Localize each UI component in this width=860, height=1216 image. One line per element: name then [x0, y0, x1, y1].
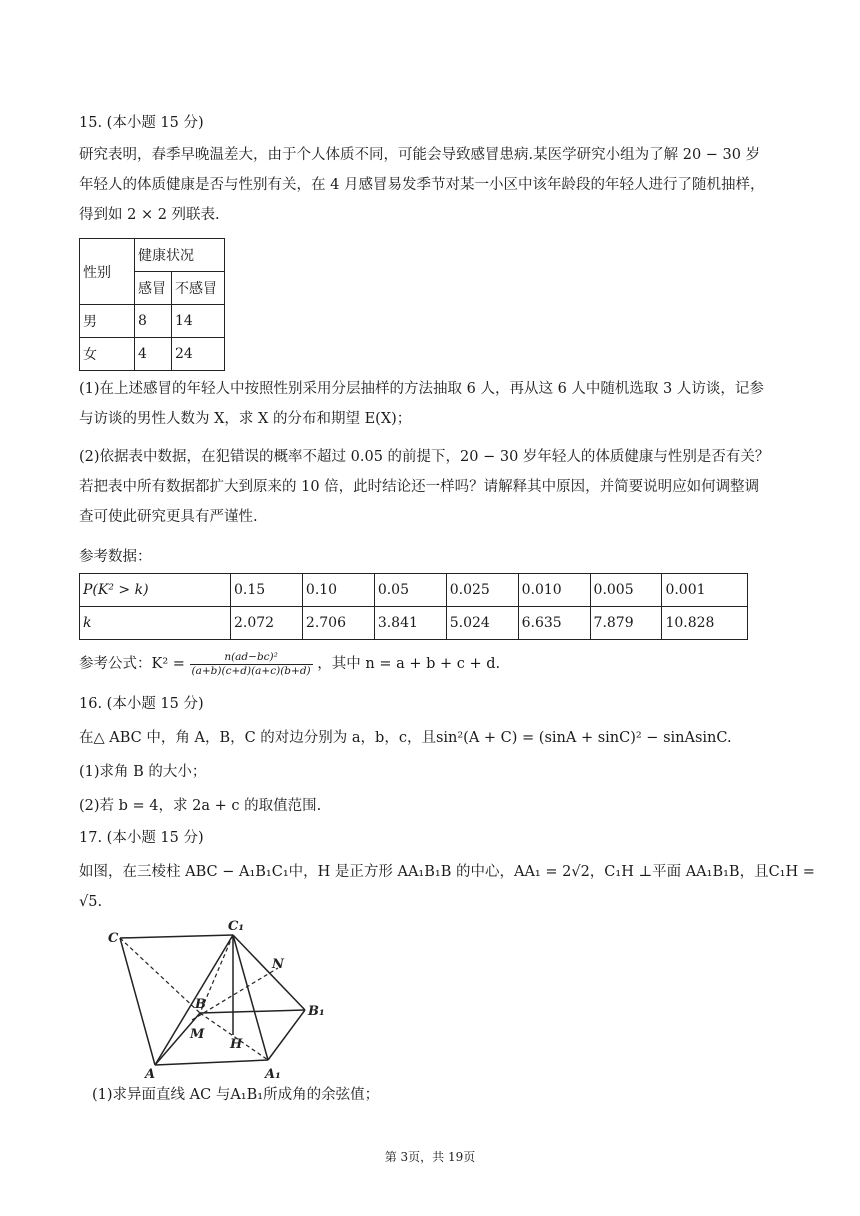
ref-row2-label: k: [80, 607, 231, 640]
cell: 4: [135, 338, 172, 371]
table-row: [80, 607, 748, 640]
edge-CA: [120, 938, 155, 1065]
q15-intro-line-2: 年轻人的体质健康是否与性别有关，在 4 月感冒易发季节对某一小区中该年龄段的年轻人进行了随机抽样，: [79, 177, 765, 193]
row-label: 女: [80, 338, 135, 371]
q15-intro: [79, 140, 784, 230]
label-A: A: [145, 1067, 156, 1080]
cell: 0.15: [231, 574, 303, 607]
q16-part1: (1)求角 B 的大小；: [79, 764, 207, 780]
cell: 14: [172, 305, 225, 338]
prism-figure: [100, 920, 340, 1080]
cell: 6.635: [518, 607, 590, 640]
table-header-health: 健康状况: [135, 239, 225, 272]
cell: 8: [135, 305, 172, 338]
reference-label: 参考数据：: [79, 549, 152, 565]
label-B1: B₁: [308, 1004, 325, 1019]
table-col-cold: 感冒: [135, 272, 172, 305]
cell: 0.010: [518, 574, 590, 607]
table-header-gender: 性别: [80, 239, 135, 305]
q17-block: [79, 823, 815, 917]
label-M: M: [190, 1027, 205, 1042]
label-H: H: [230, 1037, 243, 1052]
q17-stem-line-2: √5.: [79, 894, 103, 910]
q16-title: 16. (本小题 15 分): [79, 696, 204, 712]
cell: 5.024: [446, 607, 518, 640]
cell: 2.072: [231, 607, 303, 640]
q17-stem-line-1: 如图，在三棱柱 ABC − A₁B₁C₁中，H 是正方形 AA₁B₁B 的中心，AA₁ = 2√2，C₁H ⊥平面 AA₁B₁B，且C₁H =: [79, 864, 815, 880]
formula-fraction: $\frac{\text{n(ad−bc)²}}{(a+b)(c+d)(a+c)(b+d)}$: [191, 650, 311, 677]
label-A1: A₁: [265, 1067, 281, 1080]
cell: 3.841: [374, 607, 446, 640]
edge-CC1: [120, 935, 233, 938]
cell: 0.001: [662, 574, 748, 607]
q15-intro-line-1: 研究表明，春季早晚温差大，由于个人体质不同，可能会导致感冒患病.某医学研究小组为了解 20 − 30 岁: [79, 147, 761, 163]
cell: 2.706: [302, 607, 374, 640]
cell: 0.10: [302, 574, 374, 607]
q15-part1: (1)在上述感冒的年轻人中按照性别采用分层抽样的方法抽取 6 人，再从这 6 人中随机选取 3 人访谈，记参 与访谈的男性人数为 X，求 X 的分布和期望 E(X)；: [79, 381, 764, 427]
q16-block: [79, 689, 784, 821]
edge-AA1: [155, 1060, 268, 1065]
table-row: [80, 305, 225, 338]
q15-title: 15. (本小题 15 分): [79, 115, 204, 131]
q16-part2: (2)若 b = 4，求 2a + c 的取值范围.: [79, 798, 322, 814]
table-col-no-cold: 不感冒: [172, 272, 225, 305]
label-C: C: [108, 931, 119, 946]
cell: 24: [172, 338, 225, 371]
reference-formula: 参考公式：K² = $\frac{\text{n(ad−bc)²}}{(a+b)(c+d)(a+c)(b+d)}$ ，其中 n = a + b + c + d.: [79, 650, 501, 677]
table-row: [80, 574, 748, 607]
label-B: B: [195, 997, 206, 1012]
label-C1: C₁: [228, 920, 245, 934]
q17-part1: (1)求异面直线 AC 与A₁B₁所成角的余弦值；: [92, 1087, 380, 1103]
q16-stem: 在△ ABC 中，角 A，B，C 的对边分别为 a，b，c，且sin²(A + C) = (sinA + sinC)² − sinAsinC.: [79, 730, 732, 746]
row-label: 男: [80, 305, 135, 338]
edge-C1A: [155, 935, 233, 1065]
contingency-table: [79, 238, 225, 371]
q17-title: 17. (本小题 15 分): [79, 830, 204, 846]
cell: 0.025: [446, 574, 518, 607]
dashed-CB: [120, 938, 200, 1013]
ref-row1-label: P(K² > k): [80, 574, 231, 607]
reference-table: [79, 573, 748, 640]
edge-BB1: [200, 1010, 305, 1013]
cell: 7.879: [590, 607, 662, 640]
label-N: N: [272, 957, 284, 972]
table-row: [80, 338, 225, 371]
cell: 0.05: [374, 574, 446, 607]
page-footer: 第 3页，共 19页: [384, 1150, 476, 1164]
edge-A1B1: [268, 1010, 305, 1060]
cell: 10.828: [662, 607, 748, 640]
q15-part2: (2)依据表中数据，在犯错误的概率不超过 0.05 的前提下，20 − 30 岁年轻人的体质健康与性别是否有关？ 若把表中所有数据都扩大到原来的 10 倍，此时结论还一样吗？请解释其中原因，并简要说明应如何调整调 查可使此研究更具有严谨性.: [79, 449, 770, 525]
cell: 0.005: [590, 574, 662, 607]
q15-intro-line-3: 得到如 2 × 2 列联表.: [79, 207, 220, 223]
